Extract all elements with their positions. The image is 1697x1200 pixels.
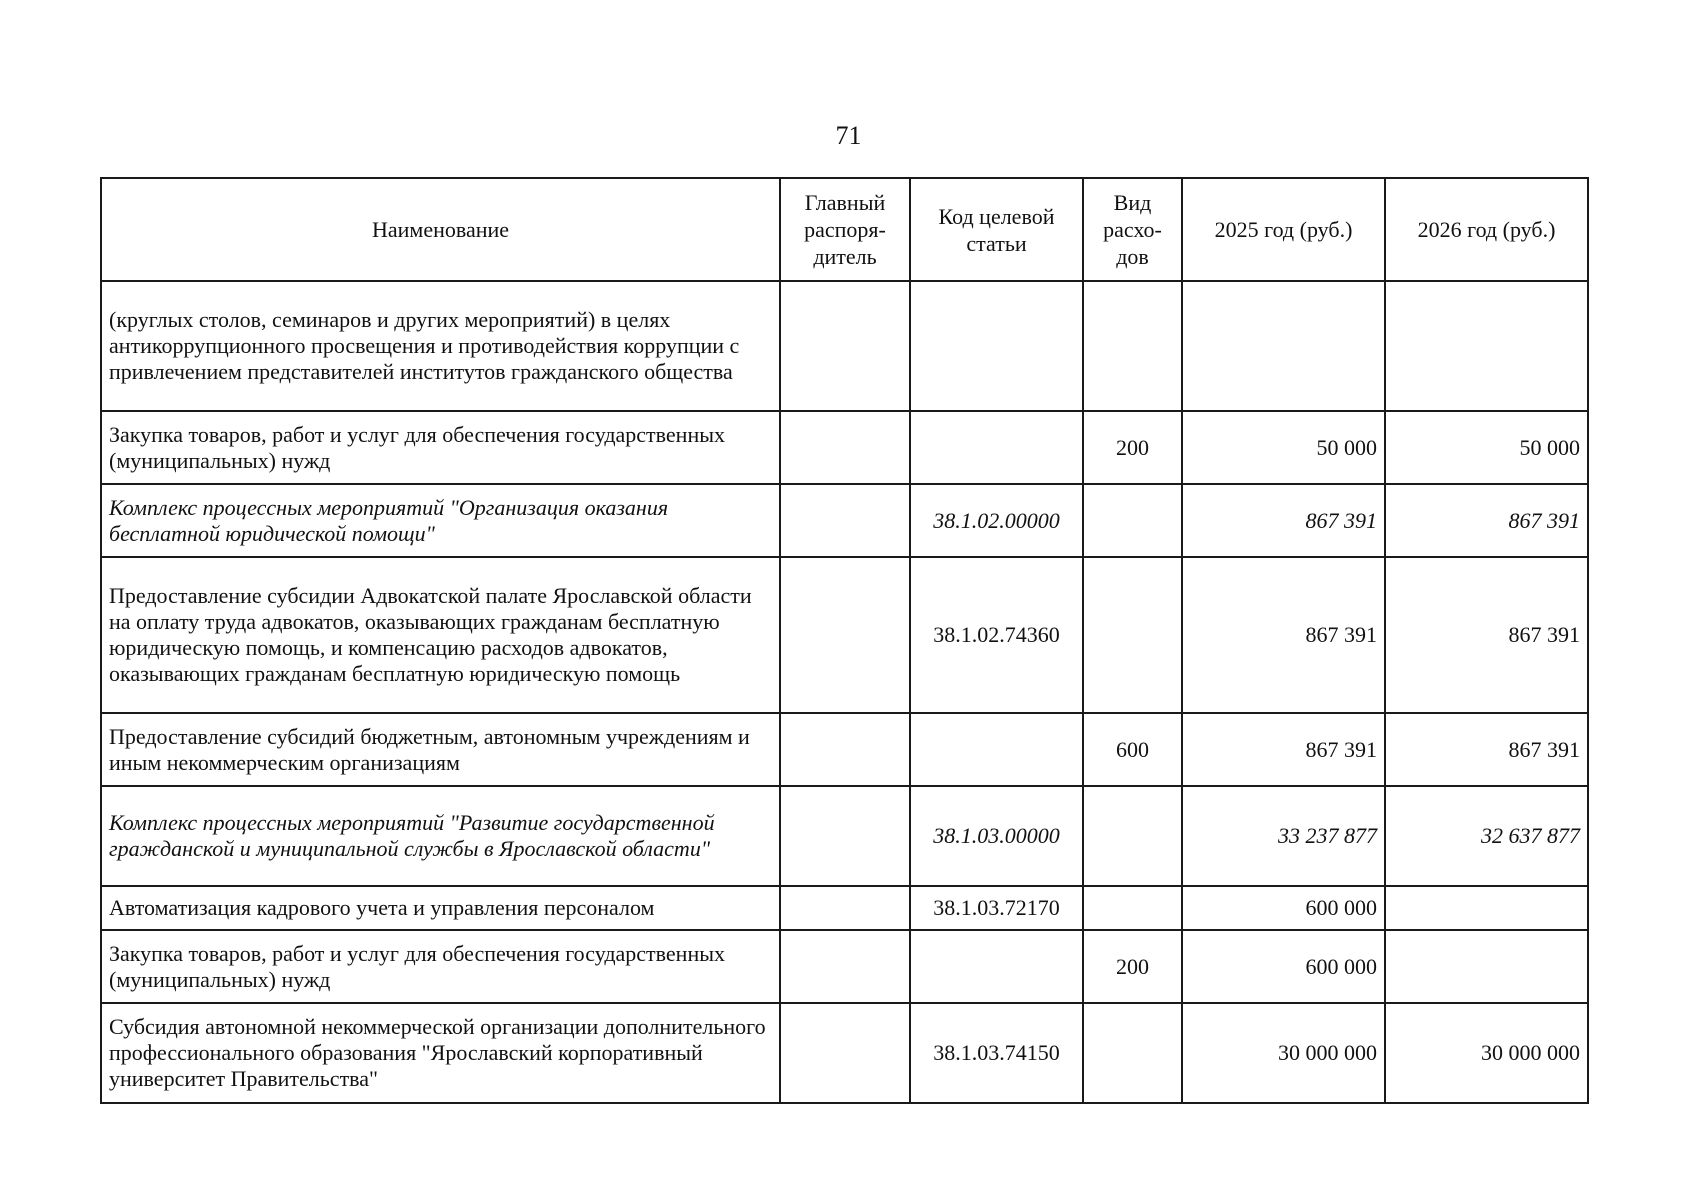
row-target-code-cell	[910, 713, 1083, 786]
row-amount-2025-cell	[1182, 281, 1385, 411]
header-target-code: Код целевой статьи	[910, 178, 1083, 281]
row-amount-2025-cell: 30 000 000	[1182, 1003, 1385, 1103]
table-row	[101, 930, 1588, 1003]
header-expense-type: Вид расхо-дов	[1083, 178, 1182, 281]
row-name-cell: Предоставление субсидий бюджетным, автономным учреждениям и иным некоммерческим организациям	[101, 713, 780, 786]
row-target-code-cell	[910, 930, 1083, 1003]
row-expense-type-cell: 200	[1083, 411, 1182, 484]
row-amount-2025-cell: 50 000	[1182, 411, 1385, 484]
row-target-code-cell: 38.1.02.74360	[910, 557, 1083, 713]
row-expense-type-cell: 200	[1083, 930, 1182, 1003]
row-amount-2026-cell	[1385, 930, 1588, 1003]
row-name-cell: Субсидия автономной некоммерческой организации дополнительного профессионального образования "Ярославский корпоративный университет Правительства"	[101, 1003, 780, 1103]
row-amount-2026-cell: 867 391	[1385, 484, 1588, 557]
row-expense-type-cell	[1083, 786, 1182, 886]
row-name-cell: Комплекс процессных мероприятий "Развитие государственной гражданской и муниципальной службы в Ярославской области"	[101, 786, 780, 886]
row-target-code-cell: 38.1.03.74150	[910, 1003, 1083, 1103]
header-year-2026: 2026 год (руб.)	[1385, 178, 1588, 281]
row-manager-cell	[780, 411, 910, 484]
row-manager-cell	[780, 557, 910, 713]
row-name-cell: (круглых столов, семинаров и других мероприятий) в целях антикоррупционного просвещения и противодействия коррупции с привлечением представителей институтов гражданского общества	[101, 281, 780, 411]
row-manager-cell	[780, 886, 910, 930]
row-name-cell: Предоставление субсидии Адвокатской палате Ярославской области на оплату труда адвокатов, оказывающих гражданам бесплатную юридическую помощь, и компенсацию расходов адвокатов, оказывающих гражданам бесплатную юридическую помощь	[101, 557, 780, 713]
row-amount-2025-cell: 600 000	[1182, 930, 1385, 1003]
table-row	[101, 281, 1588, 411]
row-amount-2026-cell: 50 000	[1385, 411, 1588, 484]
row-amount-2026-cell: 30 000 000	[1385, 1003, 1588, 1103]
row-name-cell: Комплекс процессных мероприятий "Организация оказания бесплатной юридической помощи"	[101, 484, 780, 557]
row-amount-2026-cell	[1385, 886, 1588, 930]
row-manager-cell	[780, 1003, 910, 1103]
page-number: 71	[835, 121, 862, 150]
table-row	[101, 713, 1588, 786]
table-row	[101, 886, 1588, 930]
table-row	[101, 786, 1588, 886]
row-amount-2025-cell: 33 237 877	[1182, 786, 1385, 886]
table-body	[101, 281, 1588, 1103]
table-header	[101, 178, 1588, 281]
row-target-code-cell: 38.1.03.72170	[910, 886, 1083, 930]
header-row	[101, 178, 1588, 281]
row-amount-2026-cell: 867 391	[1385, 713, 1588, 786]
row-manager-cell	[780, 786, 910, 886]
row-amount-2026-cell: 867 391	[1385, 557, 1588, 713]
row-target-code-cell: 38.1.03.00000	[910, 786, 1083, 886]
row-amount-2025-cell: 600 000	[1182, 886, 1385, 930]
row-amount-2026-cell: 32 637 877	[1385, 786, 1588, 886]
row-amount-2025-cell: 867 391	[1182, 713, 1385, 786]
row-manager-cell	[780, 281, 910, 411]
header-manager: Главный распоря-дитель	[780, 178, 910, 281]
row-target-code-cell: 38.1.02.00000	[910, 484, 1083, 557]
header-name: Наименование	[101, 178, 780, 281]
row-manager-cell	[780, 930, 910, 1003]
row-amount-2025-cell: 867 391	[1182, 484, 1385, 557]
row-expense-type-cell	[1083, 1003, 1182, 1103]
row-expense-type-cell: 600	[1083, 713, 1182, 786]
table-row	[101, 557, 1588, 713]
table-row	[101, 411, 1588, 484]
row-amount-2026-cell	[1385, 281, 1588, 411]
header-year-2025: 2025 год (руб.)	[1182, 178, 1385, 281]
row-manager-cell	[780, 484, 910, 557]
row-expense-type-cell	[1083, 484, 1182, 557]
row-target-code-cell	[910, 411, 1083, 484]
budget-table	[100, 177, 1589, 1104]
row-expense-type-cell	[1083, 281, 1182, 411]
row-name-cell: Закупка товаров, работ и услуг для обеспечения государственных (муниципальных) нужд	[101, 411, 780, 484]
row-name-cell: Закупка товаров, работ и услуг для обеспечения государственных (муниципальных) нужд	[101, 930, 780, 1003]
row-expense-type-cell	[1083, 557, 1182, 713]
table-row	[101, 1003, 1588, 1103]
table-row	[101, 484, 1588, 557]
row-amount-2025-cell: 867 391	[1182, 557, 1385, 713]
row-target-code-cell	[910, 281, 1083, 411]
row-name-cell: Автоматизация кадрового учета и управления персоналом	[101, 886, 780, 930]
row-expense-type-cell	[1083, 886, 1182, 930]
row-manager-cell	[780, 713, 910, 786]
